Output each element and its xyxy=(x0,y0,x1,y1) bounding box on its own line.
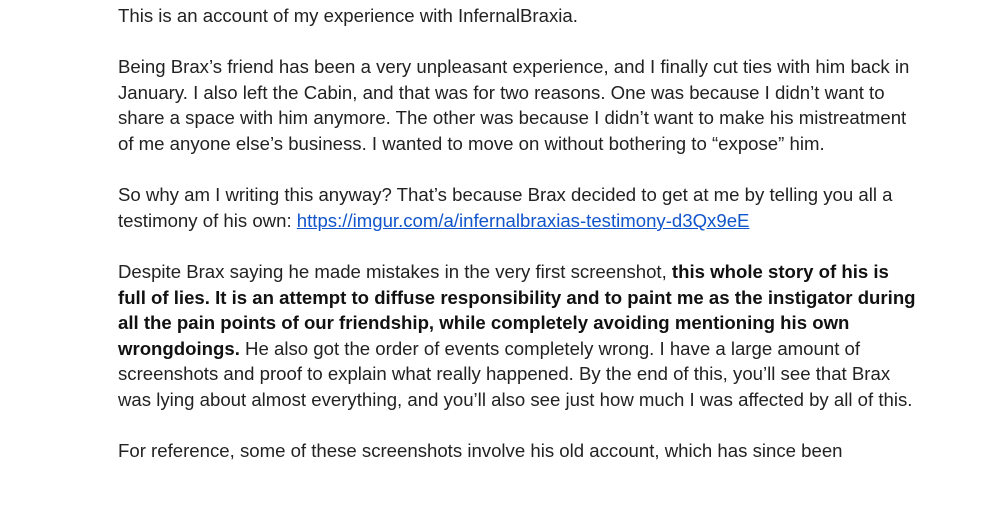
paragraph-lies xyxy=(118,259,918,413)
paragraph-lies-rest: He also got the order of events completely wrong. I have a large amount of screenshots and proof to explain what really happened. By the end of this, you’ll see that Brax was lying about almost everything, and you’ll also see just how much I was affected by all of this. xyxy=(118,337,913,410)
paragraph-why-writing-text: So why am I writing this anyway? That’s because Brax decided to get at me by telling you all a testimony of his own: xyxy=(118,184,893,231)
paragraph-lies-bold: this whole story of his is full of lies. It is an attempt to diffuse responsibility and to paint me as the instigator during all the pain points of our friendship, while completely avoiding mentioning his own wrongdoings. xyxy=(118,260,916,359)
paragraph-intro: This is an account of my experience with InfernalBraxia. xyxy=(118,5,578,26)
paragraph-friendship: Being Brax’s friend has been a very unpleasant experience, and I finally cut ties with him back in January. I also left the Cabin, and that was for two reasons. One was because I didn’t want to share a space with him anymore. The other was because I didn’t want to make his mistreatment of me anyone else’s business. I wanted to move on without bothering to “expose” him. xyxy=(118,56,910,154)
document-body xyxy=(118,3,918,489)
testimony-link[interactable]: https://imgur.com/a/infernalbraxias-testimony-d3Qx9eE xyxy=(296,209,750,231)
paragraph-lies-intro: Despite Brax saying he made mistakes in the very first screenshot, xyxy=(118,260,672,282)
paragraph-why-writing xyxy=(118,182,918,233)
paragraph-reference: For reference, some of these screenshots involve his old account, which has since been xyxy=(118,440,843,462)
